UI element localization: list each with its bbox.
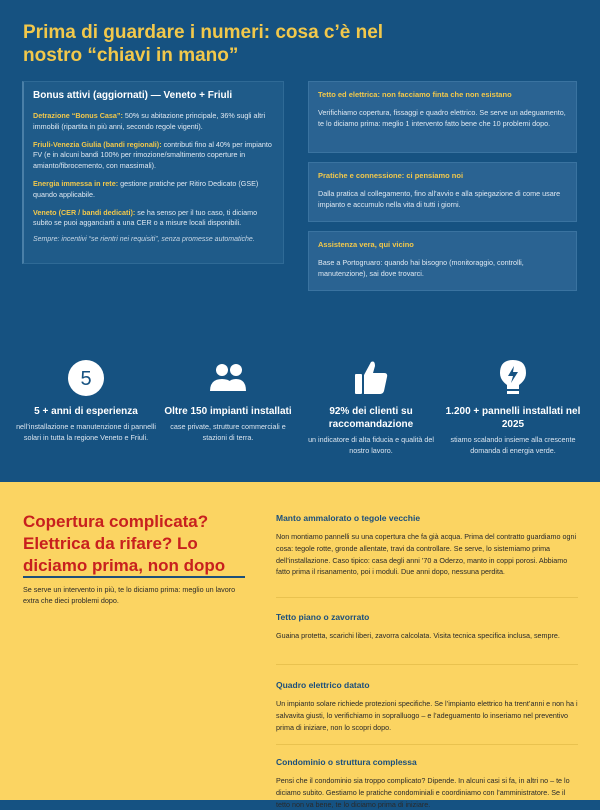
problem-item-title: Tetto piano o zavorrato xyxy=(276,612,370,622)
stat-desc: nell’installazione e manutenzione di pannelli solari in tutta la regione Veneto e Friuli. xyxy=(16,422,156,442)
divider xyxy=(276,744,578,745)
side-card-title: Assistenza vera, qui vicino xyxy=(318,240,414,249)
stat-title: Oltre 150 impianti installati xyxy=(164,406,292,417)
lightbulb-icon xyxy=(443,357,583,399)
bonus-item-text: gestione pratiche per Ritiro Dedicato (GSE) quando applicabile. xyxy=(33,178,259,199)
problems-title: Copertura complicata? Elettrica da rifare? Lo diciamo prima, non dopo xyxy=(23,512,226,575)
side-card-body: Dalla pratica al collegamento, fino all’avvio e alla spiegazione di come usare impianto e accumulo nella vita di tutti i giorni. xyxy=(318,189,561,209)
bonus-item-label: Detrazione “Bonus Casa”: xyxy=(33,111,123,120)
tetto-card xyxy=(308,81,577,153)
stat-title: 1.200 + pannelli installati nel 2025 xyxy=(445,406,581,430)
page-title: Prima di guardare i numeri: cosa c’è nel nostro “chiavi in mano” xyxy=(23,22,384,66)
side-card-title: Pratiche e connessione: ci pensiamo noi xyxy=(318,171,464,180)
problem-item-title: Condominio o struttura complessa xyxy=(276,757,417,767)
bonus-item xyxy=(33,111,274,133)
problem-item-roof xyxy=(276,513,578,578)
users-icon xyxy=(158,357,298,399)
pratiche-card xyxy=(308,162,577,222)
stat-desc: stiamo scalando insieme alla crescente domanda di energia verde. xyxy=(450,435,576,455)
bonus-item-label: Veneto (CER / bandi dedicati): xyxy=(33,207,136,217)
bonus-item-label: Energia immessa in rete: xyxy=(33,178,119,188)
side-card-body: Verifichiamo copertura, fissaggi e quadro elettrico. Se serve un adeguamento, te lo diciamo prima: meglio 1 intervento fatto bene che 10 problemi dopo. xyxy=(318,108,566,128)
divider xyxy=(276,597,578,598)
stat-desc: un indicatore di alta fiducia e qualità del nostro lavoro. xyxy=(308,435,434,455)
title-divider xyxy=(23,576,245,578)
stat-recommendation xyxy=(301,357,441,456)
bonus-item-text: 50% su abitazione principale, 36% sugli altri immobili (ripartita in più anni, secondo regole vigenti). xyxy=(33,111,266,131)
bonus-note: Sempre: incentivi “se rientri nei requisiti”, senza promesse automatiche. xyxy=(33,236,255,244)
stat-title: 5 + anni di esperienza xyxy=(34,406,138,417)
thumbs-up-icon xyxy=(301,357,441,399)
divider xyxy=(276,664,578,665)
side-card-body: Base a Portogruaro: quando hai bisogno (monitoraggio, controlli, manutenzione), sai dove trovarci. xyxy=(318,258,524,278)
assistenza-card xyxy=(308,231,577,291)
stat-panels xyxy=(443,357,583,456)
svg-text:5: 5 xyxy=(80,368,92,390)
problem-item-electrical xyxy=(276,680,578,733)
bonus-item xyxy=(33,179,274,201)
problem-item-body: Guaina protetta, scarichi liberi, zavorra calcolata. Visita tecnica specifica inclusa, sempre. xyxy=(276,631,560,640)
problem-item-flat-roof xyxy=(276,612,578,642)
problem-item-body: Pensi che il condominio sia troppo complicato? Dipende. In alcuni casi si fa, in altri no – te lo diciamo subito. Gestiamo le pratiche condominiali e coordiniamo con l’amministratore. Se il tetto non va bene, te lo diciamo prima di iniziare. xyxy=(276,776,570,809)
problem-item-condominium xyxy=(276,757,578,810)
problem-item-title: Manto ammalorato o tegole vecchie xyxy=(276,513,421,523)
bonus-item xyxy=(33,208,274,230)
stat-installs xyxy=(158,357,298,443)
bonus-item xyxy=(33,140,274,172)
bonus-card-title: Bonus attivi (aggiornati) — Veneto + Friuli xyxy=(33,90,233,101)
bonus-item-text: se ha senso per il tuo caso, ti diciamo subito se puoi agganciarti a una CER o a misure locali disponibili. xyxy=(33,207,258,228)
bonus-item-text: contributi fino al 40% per impianto FV (e in alcuni bandi 100% per rimozione/smaltimento coperture in amianto/fibrocemento, con massimali). xyxy=(33,139,272,171)
problems-subtitle: Se serve un intervento in più, te lo diciamo prima: meglio un lavoro extra che dieci problemi dopo. xyxy=(23,585,236,605)
bonus-item-label: Friuli-Venezia Giulia (bandi regionali): xyxy=(33,139,162,149)
stat-experience xyxy=(16,357,156,443)
problem-item-body: Non montiamo pannelli su una copertura che fa già acqua. Prima del contratto guardiamo ogni cosa: tegole rotte, gronde allentate, travi da controllare. Se serve, lo sistemiamo prima dell’installazione. Caso tipico: casa degli anni ’70 a Oderzo, manto in coppi porosi. Abbiamo fatto prima il risanamento, poi i moduli. Due anni dopo, nessuna perdita. xyxy=(276,532,577,577)
problem-item-title: Quadro elettrico datato xyxy=(276,680,370,690)
problem-item-body: Un impianto solare richiede protezioni specifiche. Se l’impianto elettrico ha trent’anni e non ha i salvavita giusti, lo verifichiamo in sopralluogo – e l’adeguamento lo inseriamo nel preventivo prima di iniziare, non lo scopri dopo. xyxy=(276,699,578,732)
five-circle-icon xyxy=(16,357,156,399)
bonus-card xyxy=(22,81,284,264)
stat-title: 92% dei clienti su raccomandazione xyxy=(328,406,414,430)
stat-desc: case private, strutture commerciali e stazioni di terra. xyxy=(170,422,286,442)
side-card-title: Tetto ed elettrica: non facciamo finta che non esistano xyxy=(318,90,512,99)
